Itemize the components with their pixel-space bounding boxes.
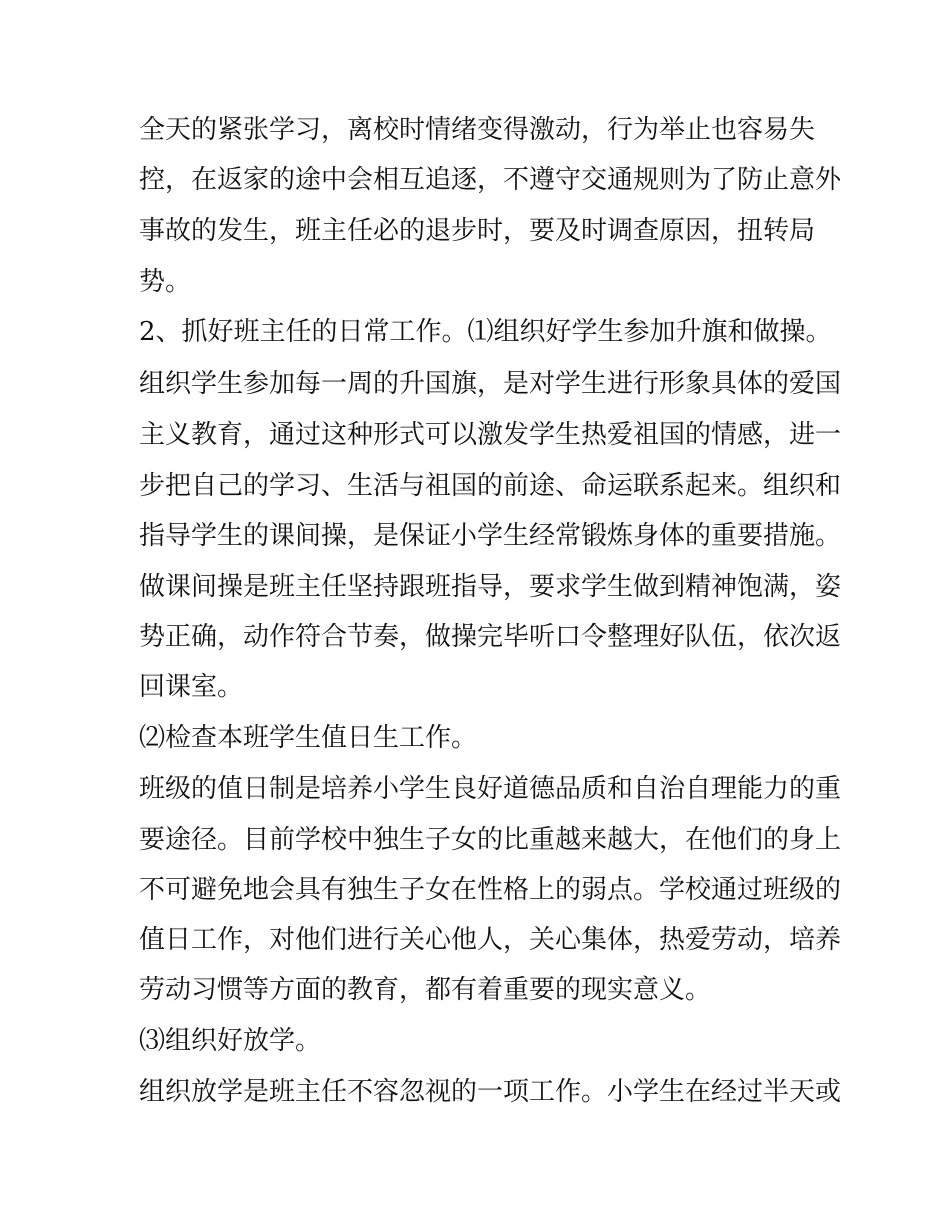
text-line: 事故的发生，班主任必的退步时，要及时调查原因，扭转局 [139,216,816,246]
text-line: 控，在返家的途中会相互追逐，不遵守交通规则为了防止意外 [139,165,842,195]
text-line: 不可避免地会具有独生子女在性格上的弱点。学校通过班级的 [139,875,842,905]
text-line: 班级的值日制是培养小学生良好道德品质和自治自理能力的重 [139,774,842,804]
text-line: 组织放学是班主任不容忽视的一项工作。小学生在经过半天或 [139,1077,842,1107]
text-line: 全天的紧张学习，离校时情绪变得激动，行为举止也容易失 [139,115,816,145]
text-line: 劳动习惯等方面的教育，都有着重要的现实意义。 [139,975,712,1005]
text-line: 步把自己的学习、生活与祖国的前途、命运联系起来。组织和 [139,471,842,501]
text-line: 做课间操是班主任坚持跟班指导，要求学生做到精神饱满，姿 [139,572,842,602]
section-heading-line: 2、抓好班主任的日常工作。⑴组织好学生参加升旗和做操。 [139,317,832,347]
text-line: 要途径。目前学校中独生子女的比重越来越大，在他们的身上 [139,825,842,855]
subheading-line: ⑶组织好放学。 [139,1026,322,1056]
text-line: 势。 [139,267,192,297]
text-line: 值日工作，对他们进行关心他人，关心集体，热爱劳动，培养 [139,925,842,955]
text-line: 组织学生参加每一周的升国旗，是对学生进行形象具体的爱国 [139,369,842,399]
text-line: 主义教育，通过这种形式可以激发学生热爱祖国的情感，进一 [139,420,842,450]
subheading-line: ⑵检查本班学生值日生工作。 [139,723,478,753]
text-line: 回课室。 [139,672,244,702]
text-line: 势正确，动作符合节奏，做操完毕听口令整理好队伍，依次返 [139,622,842,652]
text-line: 指导学生的课间操，是保证小学生经常锻炼身体的重要措施。 [139,521,842,551]
